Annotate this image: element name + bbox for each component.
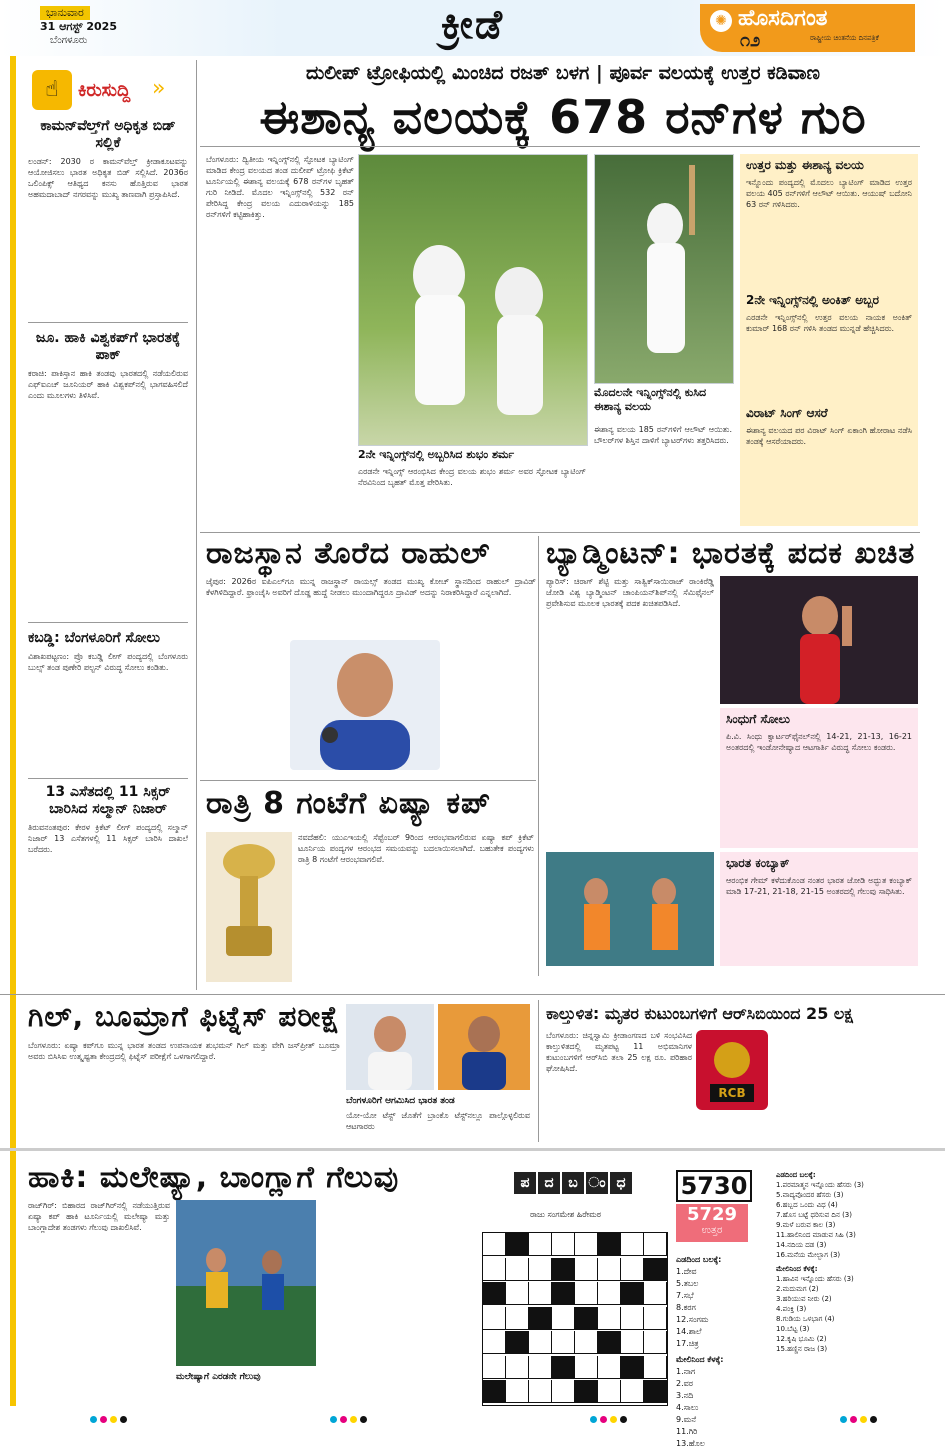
gill-headline: ಗಿಲ್, ಬೂಮ್ರಾಗೆ ಫಿಟ್ನೆಸ್ ಪರೀಕ್ಷೆ (28, 1000, 341, 1033)
gill-photo-caption-2: ಯೋ-ಯೋ ಟೆಸ್ಟ್ ಜೊತೆಗೆ ಬ್ರಾಂಕೊ ಟೆಸ್ಟ್‌ನಲ್ಲೂ ಪಾಲ್ಗೊಳ್ಳಲಿರುವ ಆಟಗಾರರು (346, 1111, 530, 1131)
clues-across-title: ಎಡದಿಂದ ಬಲಕ್ಕೆ: (776, 1171, 816, 1179)
grid-cell[interactable] (529, 1356, 552, 1379)
page-number: ೧೨ (740, 30, 761, 51)
sidebar-story-body: ವಿಶಾಖಪಟ್ಟಣಂ: ಪ್ರೊ ಕಬಡ್ಡಿ ಲೀಗ್ ಪಂದ್ಯದಲ್ಲಿ ಬೆಂಗಳೂರು ಬುಲ್ಸ್ ತಂಡ ಪುಣೇರಿ ಪಲ್ಟನ್ ವಿರುದ್ಧ ಸೋಲು ಕಂಡಿತು. (28, 652, 188, 672)
clue-item: 7.ಹೊಸ ಬಟ್ಟೆ ಧರಿಸುವ ದಿನ (3) (776, 1211, 852, 1219)
lead-photo-2 (594, 154, 734, 384)
grid-cell[interactable] (483, 1233, 506, 1256)
grid-cell[interactable] (575, 1233, 598, 1256)
grid-cell[interactable] (552, 1233, 575, 1256)
grid-block (483, 1380, 506, 1403)
doubles-photo (546, 852, 714, 966)
clue-item: 4.ಪಂಕ್ತಿ (3) (776, 1305, 807, 1313)
grid-cell[interactable] (644, 1282, 667, 1305)
grid-block (506, 1233, 529, 1256)
divider (200, 780, 536, 781)
grid-cell[interactable] (644, 1356, 667, 1379)
grid-block (621, 1282, 644, 1305)
grid-cell[interactable] (529, 1331, 552, 1354)
grid-block (552, 1356, 575, 1379)
hockey-body: ರಾಜ್‌ಗಿರ್: ಬಿಹಾರದ ರಾಜ್‌ಗಿರ್‌ನಲ್ಲಿ ನಡೆಯುತ್ತಿರುವ ಏಷ್ಯಾ ಕಪ್ ಹಾಕಿ ಟೂರ್ನಿಯಲ್ಲಿ ಮಲೇಷ್ಯಾ ಮತ್ತು ಬಾಂಗ್ಲಾದೇಶ ತಂಡಗಳು ಗೆಲುವು ದಾಖಲಿಸಿವೆ. (28, 1201, 170, 1232)
asia-body: ನವದೆಹಲಿ: ಯುಎಇಯಲ್ಲಿ ಸೆಪ್ಟೆಂಬರ್ 9ರಿಂದ ಆರಂಭವಾಗಲಿರುವ ಏಷ್ಯಾ ಕಪ್ ಕ್ರಿಕೆಟ್ ಟೂರ್ನಿಯ ಪಂದ್ಯಗಳ ಆರಂಭದ ಸಮಯವನ್ನು ಬದಲಾಯಿಸಲಾಗಿದೆ. ಬಹುತೇಕ ಪಂದ್ಯಗಳು ರಾತ್ರಿ 8 ಗಂಟೆಗೆ ಆರಂಭವಾಗಲಿವೆ. (298, 833, 534, 864)
player-celebrate-icon (720, 576, 918, 704)
sidebar-story-body: ತಿರುವನಂತಪುರ: ಕೇರಳ ಕ್ರಿಕೆಟ್ ಲೀಗ್ ಪಂದ್ಯದಲ್ಲಿ ಸಲ್ಮಾನ್ ನಿಜಾರ್ 13 ಎಸೆತಗಳಲ್ಲಿ 11 ಸಿಕ್ಸರ್ ಬಾರಿಸಿ ದಾಖಲೆ ಬರೆದರು. (28, 823, 188, 854)
sidebar-story-title: ಕಬಡ್ಡಿ: ಬೆಂಗಳೂರಿಗೆ ಸೋಲು (28, 630, 160, 646)
clue-item: 1.ಪರಮಾತ್ಮನ ಇನ್ನೊಂದು ಹೆಸರು (3) (776, 1181, 864, 1189)
bumrah-photo (438, 1004, 530, 1090)
chevrons-icon: » (152, 76, 166, 101)
hockey-headline: ಹಾಕಿ: ಮಲೇಷ್ಯಾ, ಬಾಂಗ್ಲಾಗೆ ಗೆಲುವು (28, 1160, 400, 1195)
puzzle-subtitle: ರಾಜು ಸಂಗಮೇಶ ಹಿರೇಮಠ (530, 1210, 601, 1219)
crossword-grid[interactable] (482, 1232, 668, 1406)
rcb-logo-text: RCB (718, 1086, 746, 1100)
sidebar-story-body: ಕರಾಚಿ: ಪಾಕಿಸ್ತಾನ ಹಾಕಿ ತಂಡವು ಭಾರತದಲ್ಲಿ ನಡೆಯಲಿರುವ ಎಫ್‌ಐಎಚ್ ಜೂನಿಯರ್ ಹಾಕಿ ವಿಶ್ವಕಪ್‌ನಲ್ಲಿ ಭಾಗವಹಿಸಲಿದೆ ಎಂದು ಮೂಲಗಳು ತಿಳಿಸಿವೆ. (28, 369, 188, 400)
brand-logo (700, 4, 915, 52)
answer-item: 5.ತಬಲ (676, 1279, 699, 1288)
grid-block (483, 1282, 506, 1305)
sidebar-story-body: ಲಂಡನ್: 2030 ರ ಕಾಮನ್‌ವೆಲ್ತ್ ಕ್ರೀಡಾಕೂಟವನ್ನು ಆಯೋಜಿಸಲು ಭಾರತ ಅಧಿಕೃತ ಬಿಡ್ ಸಲ್ಲಿಸಿದೆ. 2036ರ ಒಲಿಂಪಿಕ್ಸ್ ಆತಿಥ್ಯದ ಕನಸು ಹೊತ್ತಿರುವ ಭಾರತ ಅಹಮದಾಬಾದ್ ನಗರವನ್ನು ಮುಖ್ಯ ತಾಣವಾಗಿ ಪ್ರಸ್ತಾಪಿಸಿದೆ. (28, 157, 188, 199)
grid-cell[interactable] (529, 1233, 552, 1256)
answers-down (676, 1366, 770, 1450)
grid-block (552, 1282, 575, 1305)
grid-block (598, 1233, 621, 1256)
clue-item: 2.ಮದುಮಗ (2) (776, 1285, 819, 1293)
gill-photo-caption: ಬೆಂಗಳೂರಿಗೆ ಆಗಮಿಸಿದ ಭಾರತ ತಂಡ (346, 1096, 455, 1106)
sindhu-heading: ಸಿಂಧುಗೆ ಸೋಲು (726, 712, 790, 726)
divider (28, 778, 188, 779)
grid-cell[interactable] (483, 1331, 506, 1354)
sindhu-box (720, 708, 918, 848)
divider (200, 146, 920, 147)
grid-block (529, 1307, 552, 1330)
divider (538, 536, 539, 976)
answer-item: 3.ನದಿ (676, 1391, 694, 1400)
rcb-logo (696, 1030, 768, 1110)
answer-item: 13.ಹೊಲ (676, 1439, 705, 1448)
divider (200, 532, 920, 533)
sidebar-story-1 (28, 118, 188, 326)
grid-cell[interactable] (621, 1307, 644, 1330)
clue-item: 14.ನದಿಯ ದಡ (3) (776, 1241, 827, 1249)
right-info-box (740, 154, 918, 526)
lead-body: ಬೆಂಗಳೂರು: ದ್ವಿತೀಯ ಇನ್ನಿಂಗ್ಸ್‌ನಲ್ಲಿ ಸ್ಫೋಟಕ ಬ್ಯಾಟಿಂಗ್ ಮಾಡಿದ ಕೇಂದ್ರ ವಲಯದ ತಂಡ ದುಲೀಪ್ ಟ್ರೋಫಿ ಕ್ರಿಕೆಟ್ ಟೂರ್ನಿಯಲ್ಲಿ ಈಶಾನ್ಯ ವಲಯಕ್ಕೆ 678 ರನ್‌ಗಳ ಬೃಹತ್ ಗುರಿ ನೀಡಿದೆ. ಮೊದಲ ಇನ್ನಿಂಗ್ಸ್‌ನಲ್ಲಿ 532 ರನ್ ಪೇರಿಸಿದ್ದ ಕೇಂದ್ರ ವಲಯ ಎದುರಾಳಿಯನ್ನು 185 ರನ್‌ಗಳಿಗೆ ಕಟ್ಟಿಹಾಕಿತ್ತು. (206, 155, 354, 219)
divider (196, 60, 197, 990)
sidebar-story-4 (28, 784, 188, 982)
puzzle-title-letter: ಂ (586, 1172, 608, 1194)
kiru-suddi-label (32, 70, 180, 112)
lead-photo-1-caption: 2ನೇ ಇನ್ನಿಂಗ್ಸ್‌ನಲ್ಲಿ ಅಬ್ಬರಿಸಿದ ಶುಭಂ ಶರ್ಮ (358, 448, 515, 461)
answers-across (676, 1266, 770, 1350)
clue-item: 15.ಹಣ್ಣಿನ ರಾಜ (3) (776, 1345, 828, 1353)
hockey-photo (176, 1200, 316, 1366)
answer-item: 11.ಗಿರಿ (676, 1427, 698, 1436)
clue-item: 1.ಹಾವಿನ ಇನ್ನೊಂದು ಹೆಸರು (3) (776, 1275, 854, 1283)
player-portrait-icon (438, 1004, 530, 1090)
rahul-photo (290, 640, 440, 770)
clue-item: 11.ಹಾಲಿನಿಂದ ಮಾಡುವ ಸಿಹಿ (3) (776, 1231, 856, 1239)
answer-item: 14.ಶಾಲೆ (676, 1327, 702, 1336)
grid-cell[interactable] (552, 1307, 575, 1330)
person-portrait-icon (290, 640, 440, 770)
grid-cell[interactable] (506, 1258, 529, 1281)
grid-block (575, 1380, 598, 1403)
clues-down-title: ಮೇಲಿನಿಂದ ಕೆಳಕ್ಕೆ: (776, 1265, 818, 1273)
puzzle-number: 5730 (676, 1170, 752, 1202)
answer-item: 7.ಸಭೆ (676, 1291, 694, 1300)
right-box-heading-2: 2ನೇ ಇನ್ನಿಂಗ್ಸ್‌ನಲ್ಲಿ ಅಂಕಿತ್ ಅಬ್ಬರ (746, 293, 880, 307)
grid-block (621, 1356, 644, 1379)
issue-city: ಬೆಂಗಳೂರು (50, 35, 88, 46)
grid-cell[interactable] (598, 1307, 621, 1330)
grid-cell[interactable] (575, 1258, 598, 1281)
trophy-icon (206, 832, 292, 982)
grid-cell[interactable] (598, 1282, 621, 1305)
issue-date: 31 ಆಗಸ್ಟ್ 2025 (40, 20, 117, 33)
grid-cell[interactable] (598, 1380, 621, 1403)
sindhu-photo (720, 576, 918, 704)
puzzle-title-letter: ಪ (514, 1172, 536, 1194)
lead-photo-2-caption: ಮೊದಲನೇ ಇನ್ನಿಂಗ್ಸ್‌ನಲ್ಲಿ ಕುಸಿದ ಈಶಾನ್ಯ ವಲಯ (594, 386, 707, 413)
rahul-body: ಜೈಪುರ: 2026ರ ಐಪಿಎಲ್‌ಗೂ ಮುನ್ನ ರಾಜಸ್ಥಾನ್ ರಾಯಲ್ಸ್ ತಂಡದ ಮುಖ್ಯ ಕೋಚ್ ಸ್ಥಾನದಿಂದ ರಾಹುಲ್ ದ್ರಾವಿಡ್ ಕೆಳಗಿಳಿದಿದ್ದಾರೆ. ಫ್ರಾಂಚೈಸಿ ಅವರಿಗೆ ದೊಡ್ಡ ಹುದ್ದೆ ನೀಡಲು ಮುಂದಾಗಿದ್ದರೂ ದ್ರಾವಿಡ್ ಅದನ್ನು ನಿರಾಕರಿಸಿದ್ದಾರೆ ಎನ್ನಲಾಗಿದೆ. (206, 577, 536, 597)
badminton-body: ಪ್ಯಾರಿಸ್: ಚಿರಾಗ್ ಶೆಟ್ಟಿ ಮತ್ತು ಸಾತ್ವಿಕ್‌ಸಾಯಿರಾಜ್ ರಾಂಕಿರೆಡ್ಡಿ ಜೋಡಿ ವಿಶ್ವ ಬ್ಯಾಡ್ಮಿಂಟನ್ ಚಾಂಪಿಯನ್‌ಶಿಪ್‌ನಲ್ಲಿ ಸೆಮಿಫೈನಲ್ ಪ್ರವೇಶಿಸುವ ಮೂಲಕ ಭಾರತಕ್ಕೆ ಪದಕ ಖಚಿತಪಡಿಸಿದೆ. (546, 577, 714, 608)
hockey-players-icon (176, 1200, 316, 1366)
grid-cell[interactable] (506, 1282, 529, 1305)
badminton-headline: ಬ್ಯಾಡ್ಮಿಂಟನ್: ಭಾರತಕ್ಕೆ ಪದಕ ಖಚಿತ (546, 536, 916, 571)
clue-item: 10.ಬೆಟ್ಟ (3) (776, 1325, 810, 1333)
clue-item: 12.ಕೃಷಿ ಭೂಮಿ (2) (776, 1335, 827, 1343)
answer-item: 1.ನಾಗ (676, 1367, 696, 1376)
kiru-label-text: ಕಿರುಸುದ್ದಿ (78, 80, 131, 101)
grid-cell[interactable] (644, 1233, 667, 1256)
grid-cell[interactable] (575, 1282, 598, 1305)
grid-cell[interactable] (529, 1282, 552, 1305)
grid-cell[interactable] (621, 1233, 644, 1256)
puzzle-title (514, 1172, 634, 1194)
grid-cell[interactable] (506, 1307, 529, 1330)
sidebar-story-3 (28, 630, 188, 771)
clues-list (776, 1170, 918, 1354)
right-box-heading-1: ಉತ್ತರ ಮತ್ತು ಈಶಾನ್ಯ ವಲಯ (746, 158, 864, 172)
sidebar-story-2 (28, 330, 188, 618)
answer-item: 8.ಕರಗ (676, 1303, 696, 1312)
registration-marks (590, 1408, 630, 1427)
grid-cell[interactable] (575, 1356, 598, 1379)
grid-cell[interactable] (621, 1380, 644, 1403)
grid-block (644, 1380, 667, 1403)
right-box-text-2: ಎರಡನೇ ಇನ್ನಿಂಗ್ಸ್‌ನಲ್ಲಿ ಉತ್ತರ ವಲಯ ನಾಯಕ ಅಂಕಿತ್ ಕುಮಾರ್ 168 ರನ್ ಗಳಿಸಿ ತಂಡದ ಮುನ್ನಡೆ ಹೆಚ್ಚಿಸಿದರು. (746, 313, 912, 333)
comeback-text: ಆರಂಭಿಕ ಗೇಮ್ ಕಳೆದುಕೊಂಡ ನಂತರ ಭಾರತ ಜೋಡಿ ಅದ್ಭುತ ಕಂಬ್ಯಾಕ್ ಮಾಡಿ 17-21, 21-18, 21-15 ಅಂತರದಲ್ಲಿ ಗೆಲುವು ಸಾಧಿಸಿತು. (726, 876, 912, 896)
grid-cell[interactable] (598, 1258, 621, 1281)
clue-item: 5.ವಾದ್ಯವೊಂದರ ಹೆಸರು (3) (776, 1191, 844, 1199)
hockey-photo-caption: ಮಲೇಷ್ಯಾಗೆ ಎರಡನೇ ಗೆಲುವು (176, 1372, 261, 1382)
rahul-headline: ರಾಜಸ್ಥಾನ ತೊರೆದ ರಾಹುಲ್ (206, 536, 491, 571)
batsman-celebration-icon (595, 155, 733, 383)
brand-tagline: ರಾಷ್ಟ್ರೀಯ ಚಿಂತನೆಯ ದಿನಪತ್ರಿಕೆ (810, 34, 879, 42)
grid-cell[interactable] (644, 1307, 667, 1330)
answers-down-title: ಮೇಲಿನಿಂದ ಕೆಳಕ್ಕೆ: (676, 1355, 724, 1364)
grid-cell[interactable] (529, 1258, 552, 1281)
right-box-text-1: ಇನ್ನೊಂದು ಪಂದ್ಯದಲ್ಲಿ ಮೊದಲು ಬ್ಯಾಟಿಂಗ್ ಮಾಡಿದ ಉತ್ತರ ವಲಯ 405 ರನ್‌ಗಳಿಗೆ ಆಲೌಟ್ ಆಯಿತು. ಆಯುಷ್ ಬದೋನಿ 63 ರನ್ ಗಳಿಸಿದರು. (746, 178, 912, 209)
answer-item: 12.ಸಂಗಮ (676, 1315, 709, 1324)
divider (28, 622, 188, 623)
sidebar-story-title: 13 ಎಸೆತದಲ್ಲಿ 11 ಸಿಕ್ಸರ್ ಬಾರಿಸಿದ ಸಲ್ಮಾನ್ ನಿಜಾರ್ (45, 784, 171, 817)
puzzle-title-letter: ದ (538, 1172, 560, 1194)
grid-block (644, 1258, 667, 1281)
clues-across (776, 1180, 918, 1260)
registration-marks (330, 1408, 370, 1427)
gill-photo (346, 1004, 434, 1090)
asia-cup-trophy-photo (206, 832, 292, 982)
lead-headline: ಈಶಾನ್ಯ ವಲಯಕ್ಕೆ 678 ರನ್‌ಗಳ ಗುರಿ (259, 90, 867, 144)
registration-marks (90, 1408, 130, 1427)
grid-cell[interactable] (529, 1380, 552, 1403)
grid-cell[interactable] (506, 1380, 529, 1403)
lead-photo-1 (358, 154, 588, 446)
clue-item: 8.ಗುಡಿಯ ಒಳಭಾಗ (4) (776, 1315, 835, 1323)
answer-item: 17.ಚಿತ್ರ (676, 1339, 699, 1348)
grid-block (506, 1331, 529, 1354)
grid-cell[interactable] (483, 1258, 506, 1281)
answer-key-number: 5729 (686, 1204, 738, 1225)
clue-item: 3.ಹರಿಯುವ ನೀರು (2) (776, 1295, 832, 1303)
clue-item: 9.ಮಳೆ ಬರುವ ಕಾಲ (3) (776, 1221, 836, 1229)
grid-cell[interactable] (506, 1356, 529, 1379)
lamp-icon: ✺ (710, 10, 732, 32)
clue-item: 6.ಹಬ್ಬದ ಒಂದು ವಿಧ (4) (776, 1201, 838, 1209)
hockey-body-continued (322, 1200, 468, 1400)
grid-cell[interactable] (552, 1380, 575, 1403)
divider (0, 1148, 945, 1151)
grid-cell[interactable] (483, 1356, 506, 1379)
hand-pointing-icon: ☝ (32, 70, 72, 110)
sidebar-story-title: ಜೂ. ಹಾಕಿ ವಿಶ್ವಕಪ್‌ಗೆ ಭಾರತಕ್ಕೆ ಪಾಕ್ (35, 330, 181, 363)
lead-kicker: ದುಲೀಪ್ ಟ್ರೋಫಿಯಲ್ಲಿ ಮಿಂಚಿದ ರಜತ್ ಬಳಗ | ಪೂರ್ವ ವಲಯಕ್ಕೆ ಉತ್ತರ ಕಡಿವಾಣ (305, 62, 821, 84)
puzzle-title-letter: ಧ (610, 1172, 632, 1194)
puzzle-title-letter: ಬ (562, 1172, 584, 1194)
sindhu-text: ಪಿ.ವಿ. ಸಿಂಧು ಕ್ವಾರ್ಟರ್‌ಫೈನಲ್‌ನಲ್ಲಿ 14-21, 21-13, 16-21 ಅಂತರದಲ್ಲಿ ಇಂಡೋನೇಷ್ಯಾದ ಆಟಗಾರ್ತಿ ವಿರುದ್ಧ ಸೋಲು ಕಂಡರು. (726, 732, 912, 752)
answers-list (676, 1254, 770, 1450)
answer-item: 4.ಸಾಲು (676, 1403, 699, 1412)
sidebar-story-title: ಕಾಮನ್‌ವೆಲ್ತ್‌ಗೆ ಅಧಿಕೃತ ಬಿಡ್ ಸಲ್ಲಿಕೆ (40, 118, 176, 151)
comeback-heading: ಭಾರತ ಕಂಬ್ಯಾಕ್ (726, 856, 790, 870)
grid-cell[interactable] (598, 1356, 621, 1379)
brand-name: ಹೊಸದಿಗಂತ (738, 6, 828, 31)
right-box-heading-3: ವಿರಾಟ್ ಸಿಂಗ್ ಆಸರೆ (746, 406, 828, 420)
grid-cell[interactable] (644, 1331, 667, 1354)
gill-body: ಬೆಂಗಳೂರು: ಏಷ್ಯಾ ಕಪ್‌ಗೂ ಮುನ್ನ ಭಾರತ ತಂಡದ ಉಪನಾಯಕ ಶುಭಮನ್ ಗಿಲ್ ಮತ್ತು ವೇಗಿ ಜಸ್‌ಪ್ರೀತ್ ಬೂಮ್ರಾ ಅವರು ಬಿಸಿಸಿಐ ಉತ್ಕೃಷ್ಟತಾ ಕೇಂದ್ರದಲ್ಲಿ ಫಿಟ್ನೆಸ್ ಪರೀಕ್ಷೆಗೆ ಒಳಗಾಗಲಿದ್ದಾರೆ. (28, 1041, 340, 1061)
answer-item: 9.ಮನೆ (676, 1415, 697, 1424)
grid-cell[interactable] (552, 1331, 575, 1354)
answer-item: 1.ದೇವ (676, 1267, 697, 1276)
issue-day: ಭಾನುವಾರ (40, 6, 90, 20)
grid-cell[interactable] (621, 1258, 644, 1281)
rcb-body-continued (774, 1030, 918, 1140)
divider (0, 994, 945, 995)
clues-down (776, 1274, 918, 1354)
clue-item: 16.ಮನೆಯ ಮೇಲ್ಭಾಗ (3) (776, 1251, 841, 1259)
divider (28, 322, 188, 323)
registration-marks (840, 1408, 880, 1427)
answers-across-title: ಎಡದಿಂದ ಬಲಕ್ಕೆ: (676, 1255, 722, 1264)
players-court-icon (546, 852, 714, 966)
rcb-headline: ಕಾಲ್ತುಳಿತ: ಮೃತರ ಕುಟುಂಬಗಳಿಗೆ ಆರ್‌ಸಿಬಿಯಿಂದ 25 ಲಕ್ಷ (546, 1004, 853, 1023)
grid-block (575, 1307, 598, 1330)
grid-cell[interactable] (621, 1331, 644, 1354)
comeback-box (720, 852, 918, 966)
asia-headline: ರಾತ್ರಿ 8 ಗಂಟೆಗೆ ಏಷ್ಯಾ ಕಪ್ (206, 786, 492, 821)
player-portrait-icon (346, 1004, 434, 1090)
grid-block (598, 1331, 621, 1354)
lead-photo-2-text: ಈಶಾನ್ಯ ವಲಯ 185 ರನ್‌ಗಳಿಗೆ ಆಲೌಟ್ ಆಯಿತು. ಬೌಲರ್‌ಗಳ ಶಿಸ್ತಿನ ದಾಳಿಗೆ ಬ್ಯಾಟರ್‌ಗಳು ತತ್ತರಿಸಿದರು. (594, 425, 732, 445)
section-title: ಕ್ರೀಡೆ (441, 2, 504, 48)
divider (538, 1000, 539, 1142)
right-box-text-3: ಈಶಾನ್ಯ ವಲಯದ ಪರ ವಿರಾಟ್ ಸಿಂಗ್ ಏಕಾಂಗಿ ಹೋರಾಟ ನಡೆಸಿ ತಂಡಕ್ಕೆ ಆಸರೆಯಾದರು. (746, 426, 912, 446)
lead-photo-1-text: ಎರಡನೇ ಇನ್ನಿಂಗ್ಸ್ ಆರಂಭಿಸಿದ ಕೇಂದ್ರ ವಲಯ ಶುಭಂ ಶರ್ಮ ಅವರ ಸ್ಫೋಟಕ ಬ್ಯಾಟಿಂಗ್ ನೆರವಿನಿಂದ ಬೃಹತ್ ಮೊತ್ತ ಪೇರಿಸಿತು. (358, 467, 586, 487)
grid-cell[interactable] (483, 1307, 506, 1330)
grid-cell[interactable] (575, 1331, 598, 1354)
batsmen-photo-icon (359, 155, 587, 445)
answer-key-badge (676, 1204, 748, 1242)
left-accent-bar (10, 56, 16, 1406)
grid-block (552, 1258, 575, 1281)
rcb-body: ಬೆಂಗಳೂರು: ಚಿನ್ನಸ್ವಾಮಿ ಕ್ರೀಡಾಂಗಣದ ಬಳಿ ಸಂಭವಿಸಿದ ಕಾಲ್ತುಳಿತದಲ್ಲಿ ಮೃತಪಟ್ಟ 11 ಅಭಿಮಾನಿಗಳ ಕುಟುಂಬಗಳಿಗೆ ಆರ್‌ಸಿಬಿ ತಲಾ 25 ಲಕ್ಷ ರೂ. ಪರಿಹಾರ ಘೋಷಿಸಿದೆ. (546, 1031, 692, 1073)
answer-item: 2.ವರ (676, 1379, 694, 1388)
answer-key-label: ಉತ್ತರ (701, 1225, 723, 1236)
